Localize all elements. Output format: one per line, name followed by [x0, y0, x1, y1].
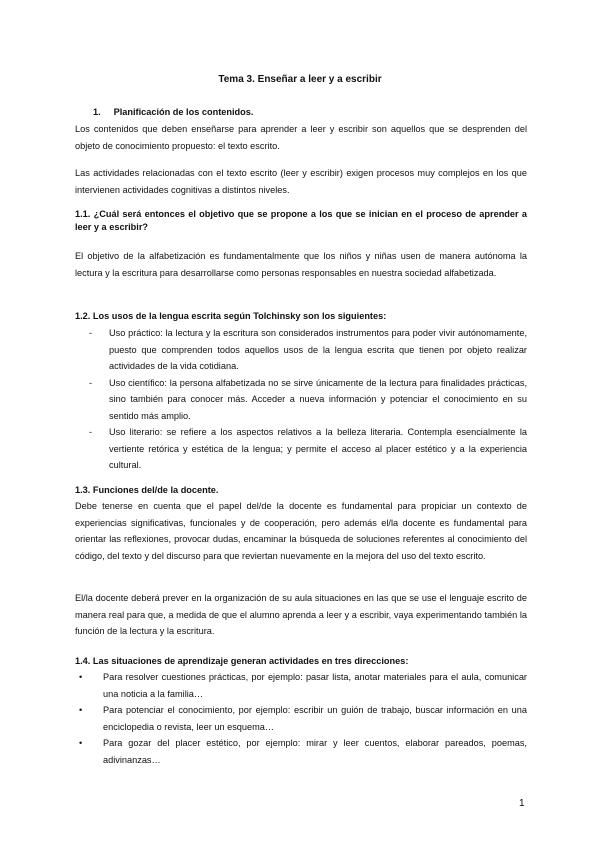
section-1-title: Planificación de los contenidos. — [113, 107, 254, 117]
section-1-3-paragraph-1: Debe tenerse en cuenta que el papel del/de la docente es fundamental para propiciar un contexto de experiencias significativas, funcionales y de cooperación, pero además el/la docente es fundamental para orientar las reflexiones, provocar dudas, encaminar la búsqueda de soluciones referentes al conocimiento del código, del texto y del discurso para que reviertan nuevamente en la mejora del uso del texto escrito. — [75, 501, 527, 561]
dash-marker: - — [89, 427, 93, 437]
section-1-1-heading: 1.1. ¿Cuál será entonces el objetivo que se propone a los que se inician en el proceso de aprender a leer y a escribir? — [75, 209, 527, 232]
list-item — [75, 735, 527, 768]
section-1-3-paragraph-2: El/la docente deberá prever en la organización de su aula situaciones en las que se use el lenguaje escrito de manera real para que, a medida de que el alumno aprenda a leer y a escribir, vaya experimentando también la función de la lectura y la escritura. — [75, 593, 527, 636]
section-1-3-heading: 1.3. Funciones del/de la docente. — [75, 485, 219, 495]
list-item-text: Para gozar del placer estético, por ejemplo: mirar y leer cuentos, elaborar pareados, poemas, adivinanzas… — [103, 738, 527, 765]
section-1-4-heading: 1.4. Las situaciones de aprendizaje generan actividades en tres direcciones: — [75, 656, 409, 666]
list-item — [75, 325, 527, 375]
section-1-paragraph-2: Las actividades relacionadas con el texto escrito (leer y escribir) exigen procesos muy complejos en los que intervienen actividades cognitivas a distintos niveles. — [75, 168, 527, 195]
document-title: Tema 3. Enseñar a leer y a escribir — [218, 74, 382, 85]
bullet-marker: • — [79, 738, 83, 748]
usos-list — [75, 325, 527, 474]
bullet-marker: • — [79, 672, 83, 682]
section-1-2-heading: 1.2. Los usos de la lengua escrita según Tolchinsky son los siguientes: — [75, 311, 387, 321]
list-item — [75, 702, 527, 735]
section-1-number: 1. — [93, 107, 101, 117]
list-item-text: Uso literario: se refiere a los aspectos relativos a la belleza literaria. Contempla esencialmente la vertiente retórica y estética de la lengua; y permite el acceso al placer estético y a la experiencia cultural. — [109, 427, 527, 470]
section-1-heading — [75, 104, 527, 121]
section-1-paragraph-1: Los contenidos que deben enseñarse para aprender a leer y escribir son aquellos que se desprenden del objeto de conocimiento propuesto: el texto escrito. — [75, 124, 527, 151]
dash-marker: - — [89, 328, 93, 338]
dash-marker: - — [89, 377, 93, 388]
bullet-marker: • — [79, 705, 83, 715]
list-item — [75, 669, 527, 702]
situaciones-list — [75, 669, 527, 768]
list-item-text: Uso científico: la persona alfabetizada no se sirve únicamente de la lectura para finalidades prácticas, sino también para conocer más. Acceder a nueva información y potenciar el conocimiento en su sentido más amplio. — [109, 377, 527, 421]
page-number: 1 — [519, 798, 525, 809]
list-item-text: Para resolver cuestiones prácticas, por ejemplo: pasar lista, anotar materiales para el aula, comunicar una noticia a la familia… — [103, 672, 527, 699]
section-1-1-paragraph: El objetivo de la alfabetización es fundamentalmente que los niños y niñas usen de manera autónoma la lectura y la escritura para desarrollarse como personas responsables en nuestra sociedad alfabetizada. — [75, 251, 527, 278]
list-item-text: Para potenciar el conocimiento, por ejemplo: escribir un guión de trabajo, buscar información en una enciclopedia o revista, leer un esquema… — [103, 705, 527, 732]
list-item-text: Uso práctico: la lectura y la escritura son considerados instrumentos para poder vivir autónomamente, puesto que comprenden todos aquellos usos de la lengua escrita que tienen por objeto realizar actividades de la vida cotidiana. — [109, 328, 527, 371]
list-item — [75, 424, 527, 474]
list-item — [75, 375, 527, 425]
